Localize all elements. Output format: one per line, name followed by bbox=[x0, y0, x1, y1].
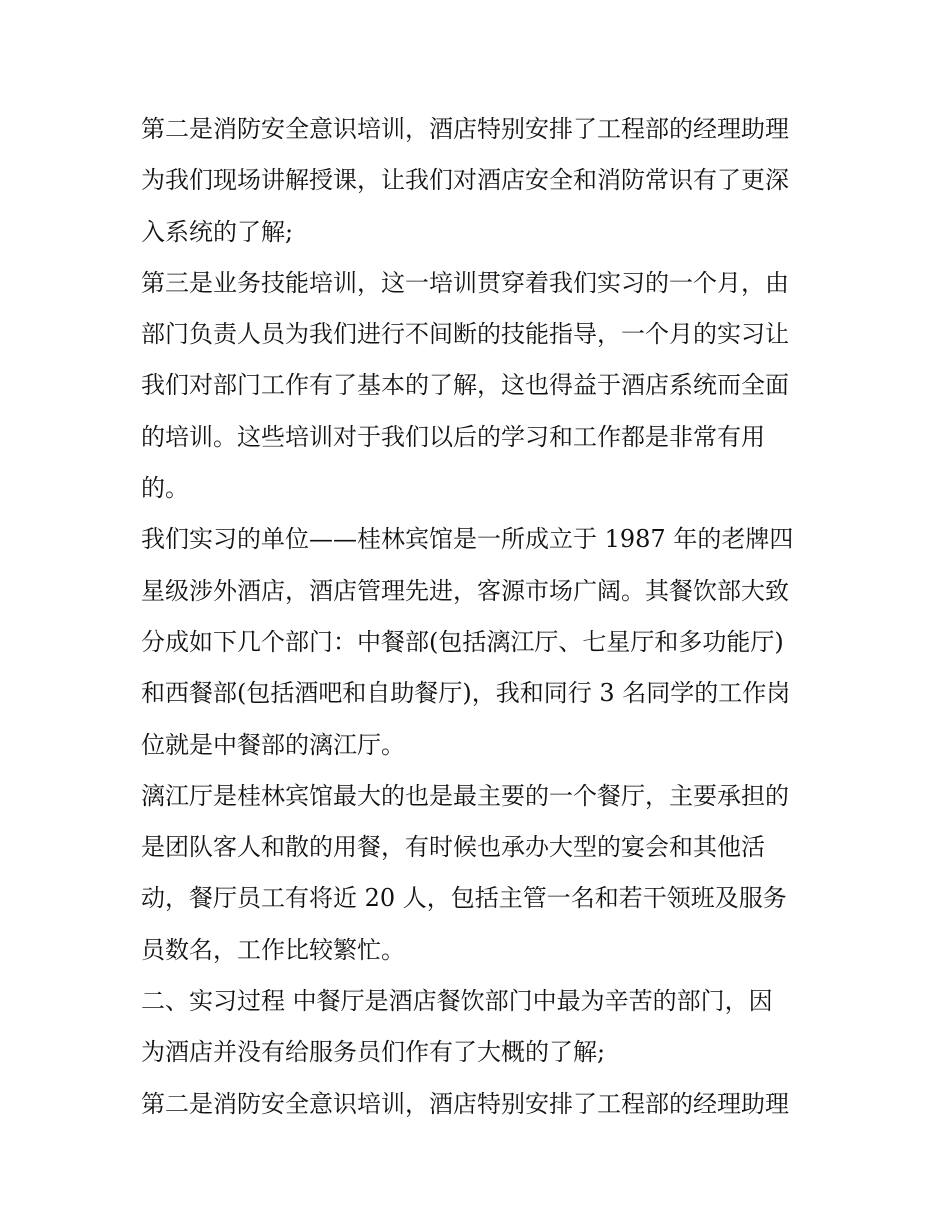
text-line: 第二是消防安全意识培训，酒店特别安排了工程部的经理助理 bbox=[141, 1089, 789, 1118]
text-line: 员数名，工作比较繁忙。 bbox=[141, 935, 405, 964]
paragraph-lijiang-hall bbox=[141, 771, 821, 976]
text-line: 我们对部门工作有了基本的了解，这也得益于酒店系统而全面 bbox=[141, 371, 789, 400]
paragraph-internship-process bbox=[141, 976, 821, 1079]
text-line: 星级涉外酒店，酒店管理先进，客源市场广阔。其餐饮部大致 bbox=[141, 576, 789, 605]
paragraph-fire-safety-training bbox=[141, 104, 821, 258]
text-line: 第二是消防安全意识培训，酒店特别安排了工程部的经理助理 bbox=[141, 115, 789, 143]
text-line: 为酒店并没有给服务员们作有了大概的了解; bbox=[141, 1038, 606, 1067]
text-line: 的培训。这些培训对于我们以后的学习和工作都是非常有用 bbox=[141, 422, 765, 451]
text-line: 我们实习的单位——桂林宾馆是一所成立于 1987 年的老牌四 bbox=[141, 525, 794, 554]
text-line: 漓江厅是桂林宾馆最大的也是最主要的一个餐厅，主要承担的 bbox=[141, 781, 789, 810]
text-line: 动，餐厅员工有将近 20 人，包括主管一名和若干领班及服务 bbox=[141, 884, 787, 913]
paragraph-fire-safety-training-repeat bbox=[141, 1079, 821, 1130]
text-line: 分成如下几个部门：中餐部(包括漓江厅、七星厅和多功能厅) bbox=[141, 627, 784, 656]
text-line: 部门负责人员为我们进行不间断的技能指导，一个月的实习让 bbox=[141, 320, 789, 349]
text-line: 是团队客人和散的用餐，有时候也承办大型的宴会和其他活 bbox=[141, 833, 765, 862]
text-line: 第三是业务技能培训，这一培训贯穿着我们实习的一个月，由 bbox=[141, 268, 789, 297]
paragraph-internship-unit bbox=[141, 514, 821, 770]
document-body bbox=[141, 104, 821, 1130]
paragraph-skills-training bbox=[141, 258, 821, 514]
text-line: 入系统的了解; bbox=[141, 217, 294, 246]
text-line: 和西餐部(包括酒吧和自助餐厅)，我和同行 3 名同学的工作岗 bbox=[141, 679, 791, 708]
text-line: 二、实习过程 中餐厅是酒店餐饮部门中最为辛苦的部门，因 bbox=[141, 987, 773, 1016]
text-line: 为我们现场讲解授课，让我们对酒店安全和消防常识有了更深 bbox=[141, 166, 789, 195]
text-line: 的。 bbox=[141, 474, 189, 503]
text-line: 位就是中餐部的漓江厅。 bbox=[141, 730, 405, 759]
